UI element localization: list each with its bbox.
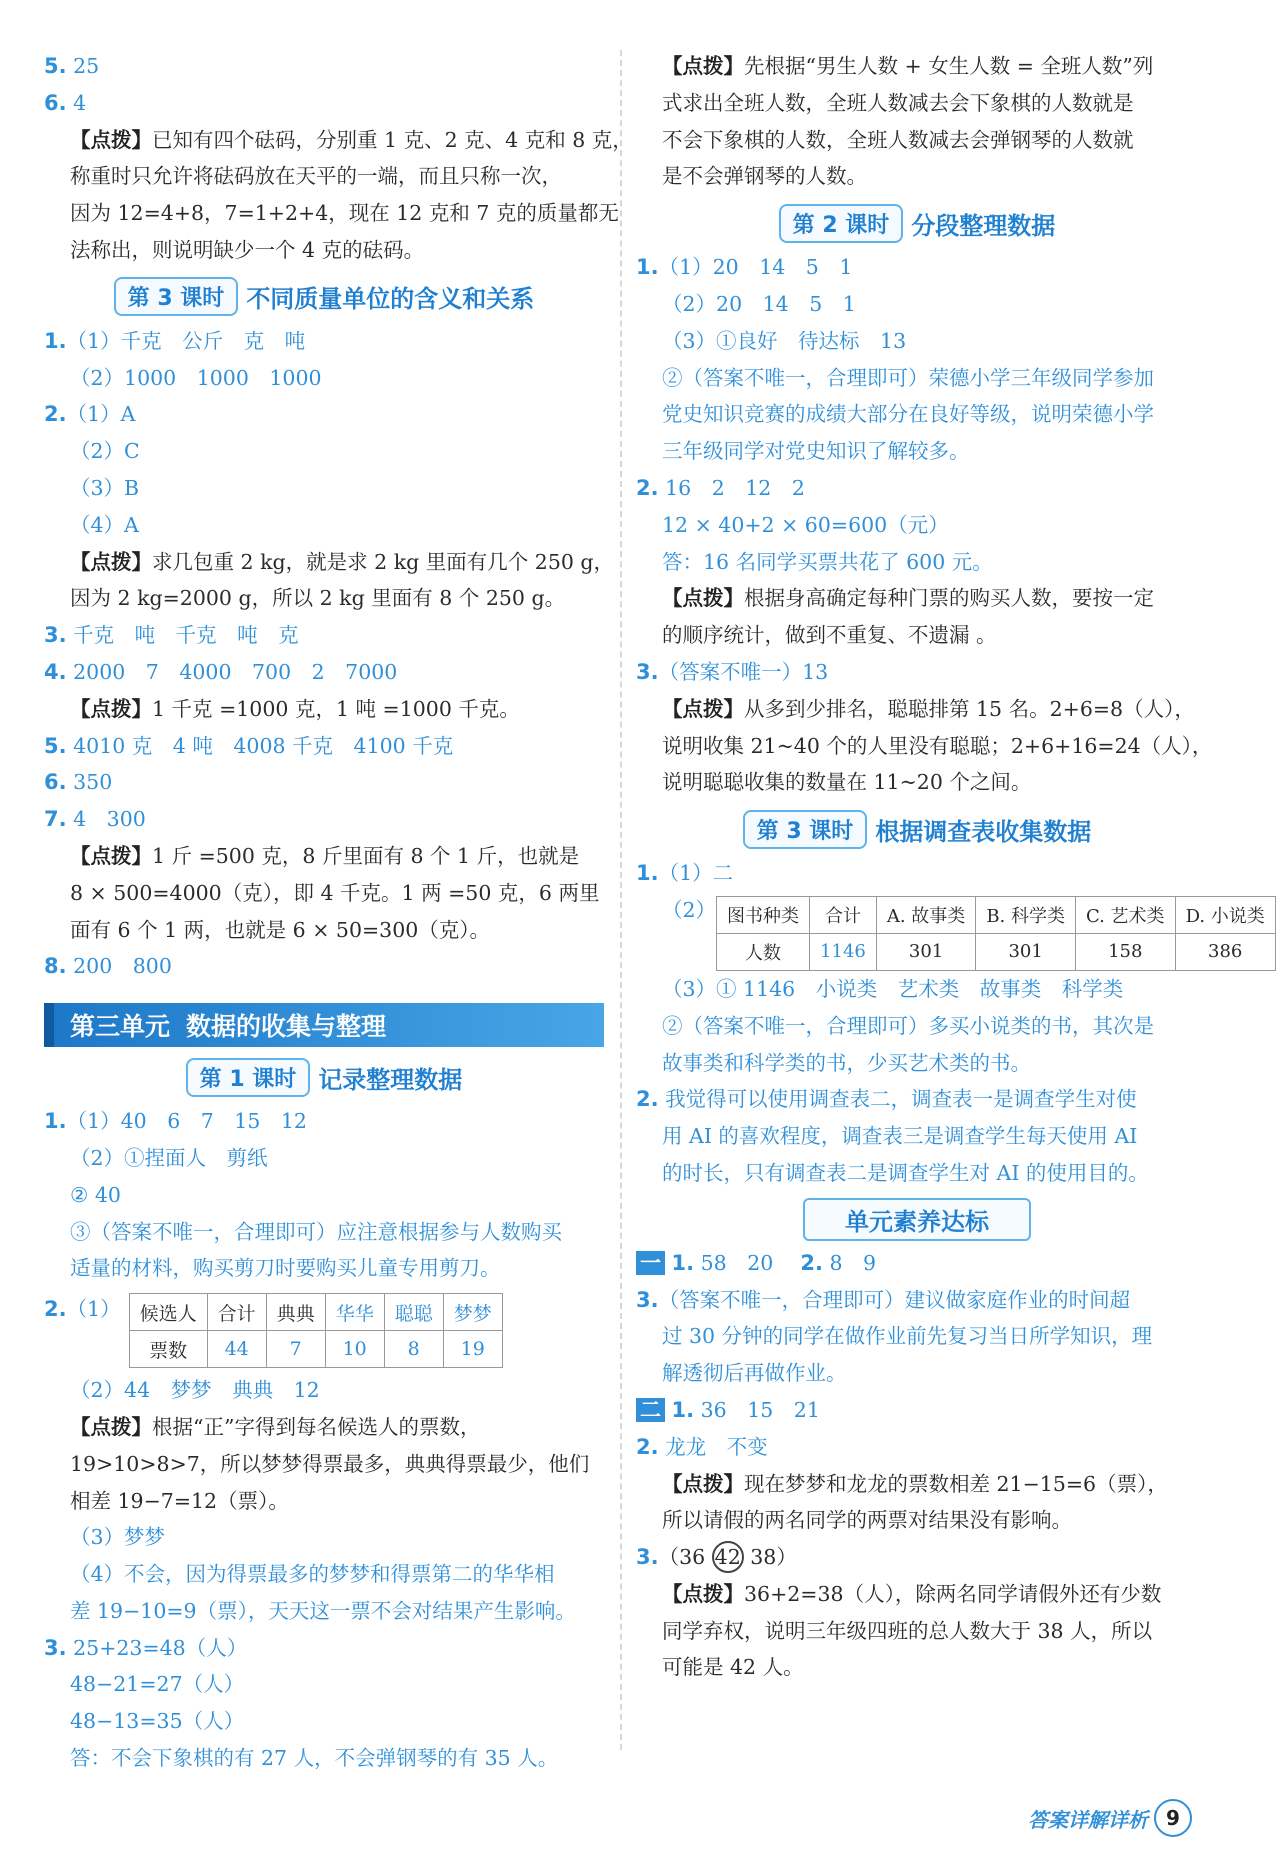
- page-footer: [1028, 1799, 1192, 1837]
- lesson-1-heading: 第 1 课时 记录整理数据: [44, 1053, 604, 1101]
- unit3-q2-c: （3）梦梦 （4）不会，因为得票最多的梦梦和得票第二的华华相 差 19−10=9（票），天天这一票不会对结果产生影响。: [70, 1525, 576, 1623]
- lesson3-q6: 6. 350: [44, 770, 113, 795]
- lesson3-q2: 2.（1）A （2）C （3）B （4）A: [44, 402, 140, 537]
- tip-units: 【点拨】1 千克 =1000 克，1 吨 =1000 千克。: [70, 696, 520, 721]
- test-part2-q3: 3.（36 42 38）: [636, 1539, 1198, 1576]
- lesson3b-q2: 2. 我觉得可以使用调查表二，调查表一是调查学生对使 用 AI 的喜欢程度，调查表三是调查学生每天使用 AI 的时长，只有调查表二是调查学生对 AI 的使用目的。: [636, 1087, 1149, 1185]
- lesson3-q8: 8. 200 800: [44, 954, 172, 979]
- tip-class-total: 【点拨】先根据“男生人数 + 女生人数 = 全班人数”列 式求出全班人数，全班人数减去会下象棋的人数就是 不会下象棋的人数，全班人数减去会弹钢琴的人数就 是不会弹钢琴的人数。: [662, 54, 1154, 189]
- lesson3-q5: 5. 4010 克 4 吨 4008 千克 4100 千克: [44, 733, 454, 758]
- test-part1-q1-2: 一 1. 58 20 2. 8 9: [636, 1245, 1198, 1282]
- test-part2-q2: 2. 龙龙 不变: [636, 1434, 768, 1459]
- lesson-3b-heading: 第 3 课时 根据调查表收集数据: [636, 805, 1198, 853]
- column-divider: [620, 50, 622, 1750]
- answer-5: 5. 25: [44, 54, 100, 78]
- page-number: 9: [1154, 1799, 1192, 1837]
- vote-table: 候选人 合计 典典 华华 聪聪 梦梦 票数 44 7 10 8 19: [129, 1293, 503, 1368]
- lesson2-q3: 3.（答案不唯一）13: [636, 659, 829, 684]
- unit3-q3: 3. 25+23=48（人） 48−21=27（人） 48−13=35（人） 答：不会下象棋的有 27 人，不会弹钢琴的有 35 人。: [44, 1635, 559, 1771]
- right-column: [636, 48, 1265, 1686]
- test-part2-q1: 二 1. 36 15 21: [636, 1392, 1198, 1429]
- book-table: 图书种类 合计 A. 故事类 B. 科学类 C. 艺术类 D. 小说类 人数 1146 301 301 158 386: [716, 896, 1276, 971]
- circled-answer: 42: [712, 1541, 744, 1573]
- lesson3-q4: 4. 2000 7 4000 700 2 7000: [44, 659, 398, 684]
- test-part1-q3: 3.（答案不唯一，合理即可）建议做家庭作业的时间超 过 30 分钟的同学在做作业前先复习当日所学知识，理 解透彻后再做作业。: [636, 1287, 1153, 1386]
- unit-3-banner: 第三单元 数据的收集与整理: [44, 1003, 604, 1047]
- tip-tickets: 【点拨】根据身高确定每种门票的购买人数，要按一定 的顺序统计，做到不重复、不遗漏 。: [662, 586, 1154, 648]
- left-column: [44, 48, 633, 1777]
- tip-vote-diff: 【点拨】现在梦梦和龙龙的票数相差 21−15=6（票）， 所以请假的两名同学的两票对结果没有影响。: [662, 1471, 1168, 1533]
- lesson3b-q1-table-row: （2） 图书种类 合计 A. 故事类 B. 科学类 C. 艺术类 D. 小说类 人数 1146 301 301 158 386: [636, 892, 1198, 971]
- lesson2-q1: 1.（1）20 14 5 1 （2）20 14 5 1 （3）①良好 待达标 13 ②（答案不唯一，合理即可）荣德小学三年级同学参加 党史知识竞赛的成绩大部分在良好等级，说明荣德小学 三年级同学对党史知识了解较多。: [636, 255, 1154, 464]
- lesson3-q1: 1.（1）千克 公斤 克 吨 （2）1000 1000 1000: [44, 328, 322, 390]
- tip-votes: 【点拨】根据“正”字得到每名候选人的票数， 19>10>8>7，所以梦梦得票最多，典典得票最少，他们 相差 19−7=12（票）。: [70, 1414, 590, 1513]
- lesson2-q2: 2. 16 2 12 2 12 × 40+2 × 60=600（元） 答：16 名同学买票共花了 600 元。: [636, 475, 993, 574]
- lesson3-q7: 7. 4 300: [44, 807, 146, 832]
- tip-packages: 【点拨】求几包重 2 kg，就是求 2 kg 里面有几个 250 g， 因为 2 kg=2000 g，所以 2 kg 里面有 8 个 250 g。: [70, 549, 615, 611]
- tip-weights: 【点拨】已知有四个砝码，分别重 1 克、2 克、4 克和 8 克， 称重时只允许将砝码放在天平的一端，而且只称一次， 因为 12=4+8，7=1+2+4，现在 12 克和 7 克的质量都无 法称出，则说明缺少一个 4 克的砝码。: [70, 127, 633, 262]
- footer-title: 答案详解详析: [1028, 1807, 1148, 1832]
- tip-class-size: 【点拨】36+2=38（人），除两名同学请假外还有少数 同学弃权，说明三年级四班的总人数大于 38 人，所以 可能是 42 人。: [662, 1581, 1162, 1680]
- unit3-q2-b: （2）44 梦梦 典典 12: [70, 1378, 320, 1403]
- unit-test-heading: 单元素养达标: [636, 1198, 1198, 1241]
- lesson-3-heading: 第 3 课时 不同质量单位的含义和关系: [44, 273, 604, 321]
- unit3-q1: 1.（1）40 6 7 15 12 （2）①捏面人 剪纸 ② 40 ③（答案不唯一，合理即可）应注意根据参与人数购买 适量的材料，购买剪刀时要购买儿童专用剪刀。: [44, 1109, 562, 1281]
- lesson3b-q1-c: （3）① 1146 小说类 艺术类 故事类 科学类 ②（答案不唯一，合理即可）多买小说类的书，其次是 故事类和科学类的书，少买艺术类的书。: [662, 976, 1154, 1075]
- answer-6: 6. 4: [44, 90, 87, 115]
- lesson3-q3: 3. 千克 吨 千克 吨 克: [44, 623, 299, 648]
- lesson-2-heading: 第 2 课时 分段整理数据: [636, 199, 1198, 247]
- lesson3b-q1: 1.（1）二: [636, 861, 734, 886]
- tip-ranking: 【点拨】从多到少排名，聪聪排第 15 名。2+6=8（人）， 说明收集 21~40 个的人里没有聪聪；2+6+16=24（人）， 说明聪聪收集的数量在 11~20 个之间。: [662, 696, 1213, 795]
- tip-jin-liang: 【点拨】1 斤 =500 克，8 斤里面有 8 个 1 斤，也就是 8 × 500=4000（克），即 4 千克。1 两 =50 克，6 两里 面有 6 个 1 两，也就是 6 × 50=300（克）。: [70, 843, 600, 942]
- unit3-q2-table-row: 2.（1） 候选人 合计 典典 华华 聪聪 梦梦 票数 44 7 10 8 19: [44, 1291, 604, 1368]
